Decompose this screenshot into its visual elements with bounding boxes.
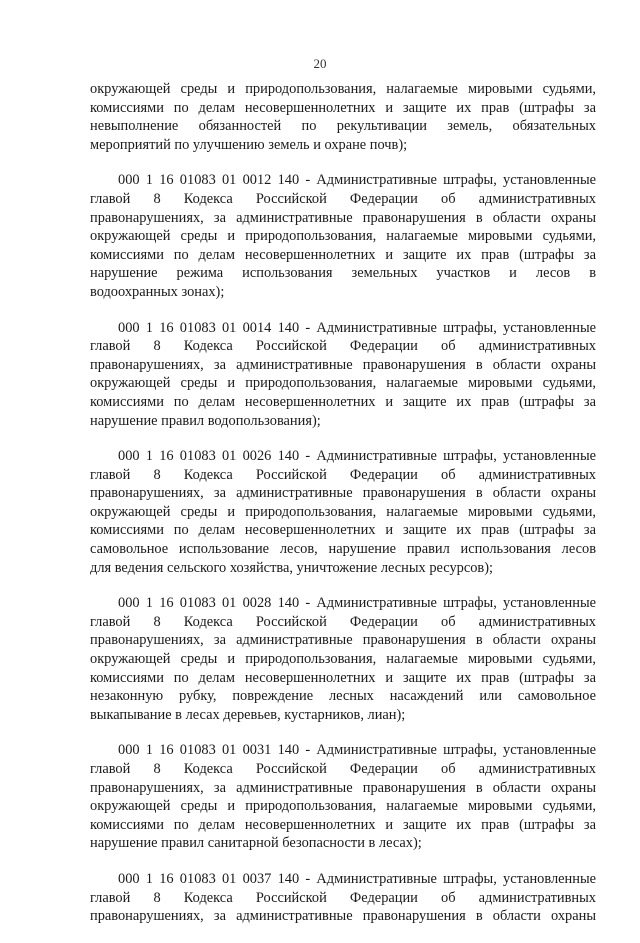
text-line: правонарушениях, за административные правонарушения в области охраны [90, 209, 596, 226]
text-line: 000 1 16 01083 01 0026 140 - Административные штрафы, установленные [118, 448, 596, 465]
document-body [90, 80, 596, 943]
text-line: комиссиями по делам несовершеннолетних и защите их прав (штрафы за [90, 99, 596, 116]
text-line: комиссиями по делам несовершеннолетних и защите их прав (штрафы за [90, 669, 596, 686]
text-line: главой 8 Кодекса Российской Федерации об административных [90, 466, 596, 483]
text-line: правонарушениях, за административные правонарушения в области охраны [90, 632, 596, 649]
text-line: выкапывание в лесах деревьев, кустарников, лиан); [90, 706, 406, 723]
text-line: 000 1 16 01083 01 0012 140 - Административные штрафы, установленные [118, 172, 596, 189]
text-line: незаконную рубку, повреждение лесных насаждений или самовольное [90, 688, 596, 705]
text-line: правонарушениях, за административные правонарушения в области охраны [90, 779, 596, 796]
text-line: главой 8 Кодекса Российской Федерации об административных [90, 190, 596, 207]
text-line: нарушение режима использования земельных участков и лесов в [90, 265, 596, 282]
text-line: для ведения сельского хозяйства, уничтожение лесных ресурсов); [90, 559, 494, 576]
text-line: нарушение правил водопользования); [90, 412, 321, 429]
text-line: главой 8 Кодекса Российской Федерации об административных [90, 613, 596, 630]
text-line: самовольное использование лесов, нарушение правил использования лесов [90, 541, 596, 558]
text-line: комиссиями по делам несовершеннолетних и защите их прав (штрафы за [90, 393, 596, 410]
text-line: правонарушениях, за административные правонарушения в области охраны [90, 908, 596, 925]
text-line: правонарушениях, за административные правонарушения в области охраны [90, 356, 596, 373]
text-line: невыполнение обязанностей по рекультивации земель, обязательных [90, 118, 596, 135]
paragraph [90, 319, 596, 431]
page-number: 20 [313, 56, 327, 71]
text-line: 000 1 16 01083 01 0028 140 - Административные штрафы, установленные [118, 595, 596, 612]
text-line: окружающей среды и природопользования, налагаемые мировыми судьями, [90, 81, 596, 97]
text-line: окружающей среды и природопользования, налагаемые мировыми судьями, [90, 651, 596, 668]
text-line: правонарушениях, за административные правонарушения в области охраны [90, 485, 596, 502]
paragraph [90, 80, 596, 154]
text-line: главой 8 Кодекса Российской Федерации об административных [90, 761, 596, 777]
text-line: 000 1 16 01083 01 0014 140 - Административные штрафы, установленные [118, 319, 596, 336]
paragraph [90, 741, 596, 853]
text-line: окружающей среды и природопользования, налагаемые мировыми судьями, [90, 798, 596, 815]
text-line: мероприятий по улучшению земель и охране почв); [90, 136, 408, 153]
text-line: главой 8 Кодекса Российской Федерации об административных [90, 338, 596, 355]
text-line: нарушение правил санитарной безопасности в лесах); [90, 835, 422, 852]
text-line: комиссиями по делам несовершеннолетних и защите их прав (штрафы за [90, 246, 596, 263]
text-line: окружающей среды и природопользования, налагаемые мировыми судьями, [90, 375, 596, 392]
paragraph [90, 594, 596, 724]
text-line: окружающей среды и природопользования, налагаемые мировыми судьями, [90, 228, 596, 245]
paragraph [90, 447, 596, 577]
paragraph [90, 171, 596, 301]
text-line: 000 1 16 01083 01 0037 140 - Административные штрафы, установленные [118, 870, 596, 887]
text-line: водоохранных зонах); [90, 283, 225, 300]
text-line: комиссиями по делам несовершеннолетних и защите их прав (штрафы за [90, 816, 596, 833]
text-line: комиссиями по делам несовершеннолетних и защите их прав (штрафы за [90, 522, 596, 539]
text-line: главой 8 Кодекса Российской Федерации об административных [90, 889, 596, 906]
text-line: окружающей среды и природопользования, налагаемые мировыми судьями, [90, 503, 596, 520]
text-line: 000 1 16 01083 01 0031 140 - Административные штрафы, установленные [118, 742, 596, 759]
paragraph [90, 870, 596, 926]
